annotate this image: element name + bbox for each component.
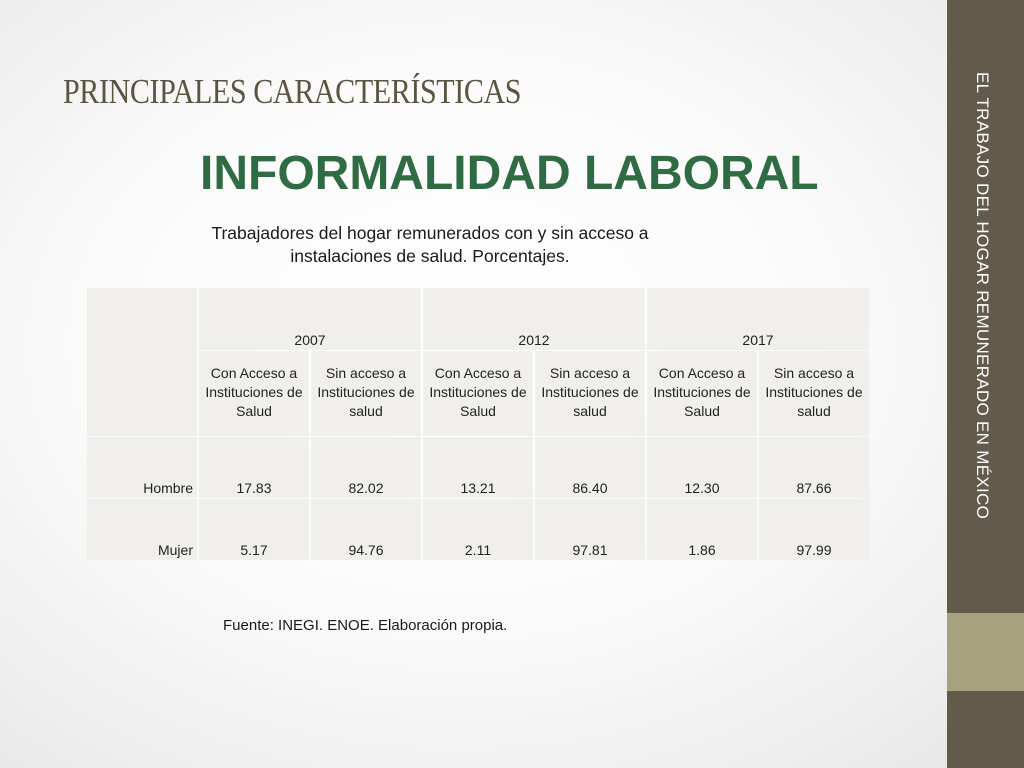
table-row <box>87 437 869 498</box>
slide-title: PRINCIPALES CARACTERÍSTICAS <box>63 72 522 111</box>
table-cell: 86.40 <box>535 437 645 498</box>
table-cell: 5.17 <box>199 499 309 560</box>
column-header: Sin acceso a Instituciones de salud <box>311 351 421 436</box>
sidebar-vertical-title: EL TRABAJO DEL HOGAR REMUNERADO EN MÉXICO <box>973 72 992 520</box>
table-cell: 12.30 <box>647 437 757 498</box>
year-header: 2007 <box>199 288 421 350</box>
year-header: 2017 <box>647 288 869 350</box>
source-note: Fuente: INEGI. ENOE. Elaboración propia. <box>223 617 508 634</box>
column-header: Con Acceso a Instituciones de Salud <box>647 351 757 436</box>
table-cell: 17.83 <box>199 437 309 498</box>
row-label: Hombre <box>87 437 197 498</box>
column-header: Con Acceso a Instituciones de Salud <box>199 351 309 436</box>
table-cell: 87.66 <box>759 437 869 498</box>
column-header: Con Acceso a Instituciones de Salud <box>423 351 533 436</box>
table-cell: 1.86 <box>647 499 757 560</box>
table-cell: 97.81 <box>535 499 645 560</box>
table-subheader-row <box>87 351 869 436</box>
table-corner-cell <box>87 288 197 436</box>
table-cell: 97.99 <box>759 499 869 560</box>
sidebar-accent-block <box>947 613 1024 691</box>
data-table <box>85 287 871 561</box>
row-label: Mujer <box>87 499 197 560</box>
main-heading: INFORMALIDAD LABORAL <box>200 147 819 200</box>
table-row <box>87 499 869 560</box>
column-header: Sin acceso a Instituciones de salud <box>535 351 645 436</box>
column-header: Sin acceso a Instituciones de salud <box>759 351 869 436</box>
table-caption: Trabajadores del hogar remunerados con y sin acceso a instalaciones de salud. Porcentajes. <box>211 223 649 266</box>
table-cell: 2.11 <box>423 499 533 560</box>
table-cell: 13.21 <box>423 437 533 498</box>
table-cell: 82.02 <box>311 437 421 498</box>
table-year-header-row <box>87 288 869 350</box>
year-header: 2012 <box>423 288 645 350</box>
table-cell: 94.76 <box>311 499 421 560</box>
